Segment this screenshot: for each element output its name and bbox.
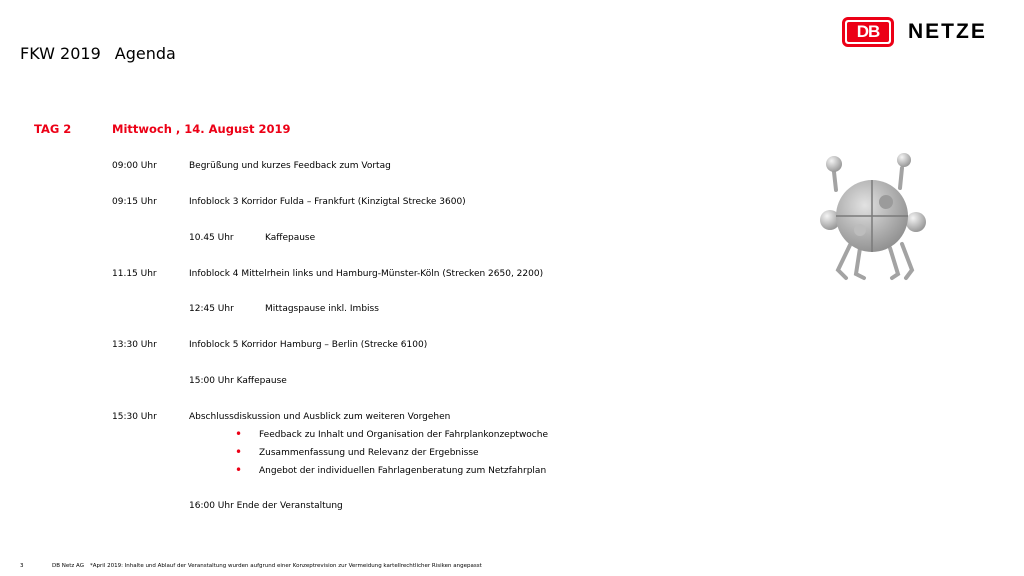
agenda-item: Begrüßung und kurzes Feedback zum Vortag bbox=[189, 161, 391, 171]
bullet-item: Angebot der individuellen Fahrlagenberatung zum Netzfahrplan bbox=[259, 466, 547, 476]
bullet-icon: • bbox=[235, 427, 243, 441]
agenda-item: Infoblock 4 Mittelrhein links und Hamburg-Münster-Köln (Strecken 2650, 2200) bbox=[189, 269, 544, 279]
db-netze-logo bbox=[842, 16, 987, 48]
bullet-item: Zusammenfassung und Relevanz der Ergebnisse bbox=[259, 448, 479, 458]
agenda-time: 11.15 Uhr bbox=[112, 269, 157, 279]
bullet-icon: • bbox=[235, 445, 243, 459]
agenda-item: 15:00 Uhr Kaffepause bbox=[189, 376, 287, 386]
agenda-time: 09:15 Uhr bbox=[112, 197, 157, 207]
agenda-item: Infoblock 3 Korridor Fulda – Frankfurt (Kinzigtal Strecke 3600) bbox=[189, 197, 466, 207]
agenda-item: Mittagspause inkl. Imbiss bbox=[265, 304, 379, 314]
agenda-item: 16:00 Uhr Ende der Veranstaltung bbox=[189, 501, 343, 511]
agenda-time: 09:00 Uhr bbox=[112, 161, 157, 171]
agenda-item: Abschlussdiskussion und Ausblick zum weiteren Vorgehen bbox=[189, 412, 451, 422]
db-logo-icon bbox=[842, 17, 894, 47]
footer-org: DB Netz AG bbox=[52, 563, 84, 569]
footer-page-number: 3 bbox=[20, 563, 24, 569]
page-title-main: FKW 2019 bbox=[20, 44, 101, 63]
page-title-sub: Agenda bbox=[114, 44, 176, 63]
day-label: TAG 2 bbox=[34, 122, 72, 136]
agenda-time: 12:45 Uhr bbox=[189, 304, 234, 314]
footer-note: *April 2019: Inhalte und Ablauf der Veranstaltung wurden aufgrund einer Konzeptrevision zur Vermeidung kartellrechtlicher Risiken angepasst bbox=[90, 563, 482, 569]
agenda-time: 10.45 Uhr bbox=[189, 233, 234, 243]
bullet-icon: • bbox=[235, 463, 243, 477]
puzzle-figures-illustration bbox=[812, 150, 932, 285]
day-date: Mittwoch , 14. August 2019 bbox=[112, 122, 291, 136]
agenda-item: Infoblock 5 Korridor Hamburg – Berlin (Strecke 6100) bbox=[189, 340, 428, 350]
agenda-time: 13:30 Uhr bbox=[112, 340, 157, 350]
agenda-time: 15:30 Uhr bbox=[112, 412, 157, 422]
db-logo-text: DB bbox=[847, 22, 889, 42]
netze-logo-text: NETZE bbox=[908, 20, 987, 43]
page-title bbox=[20, 44, 176, 63]
bullet-item: Feedback zu Inhalt und Organisation der Fahrplankonzeptwoche bbox=[259, 430, 548, 440]
agenda-item: Kaffepause bbox=[265, 233, 316, 243]
